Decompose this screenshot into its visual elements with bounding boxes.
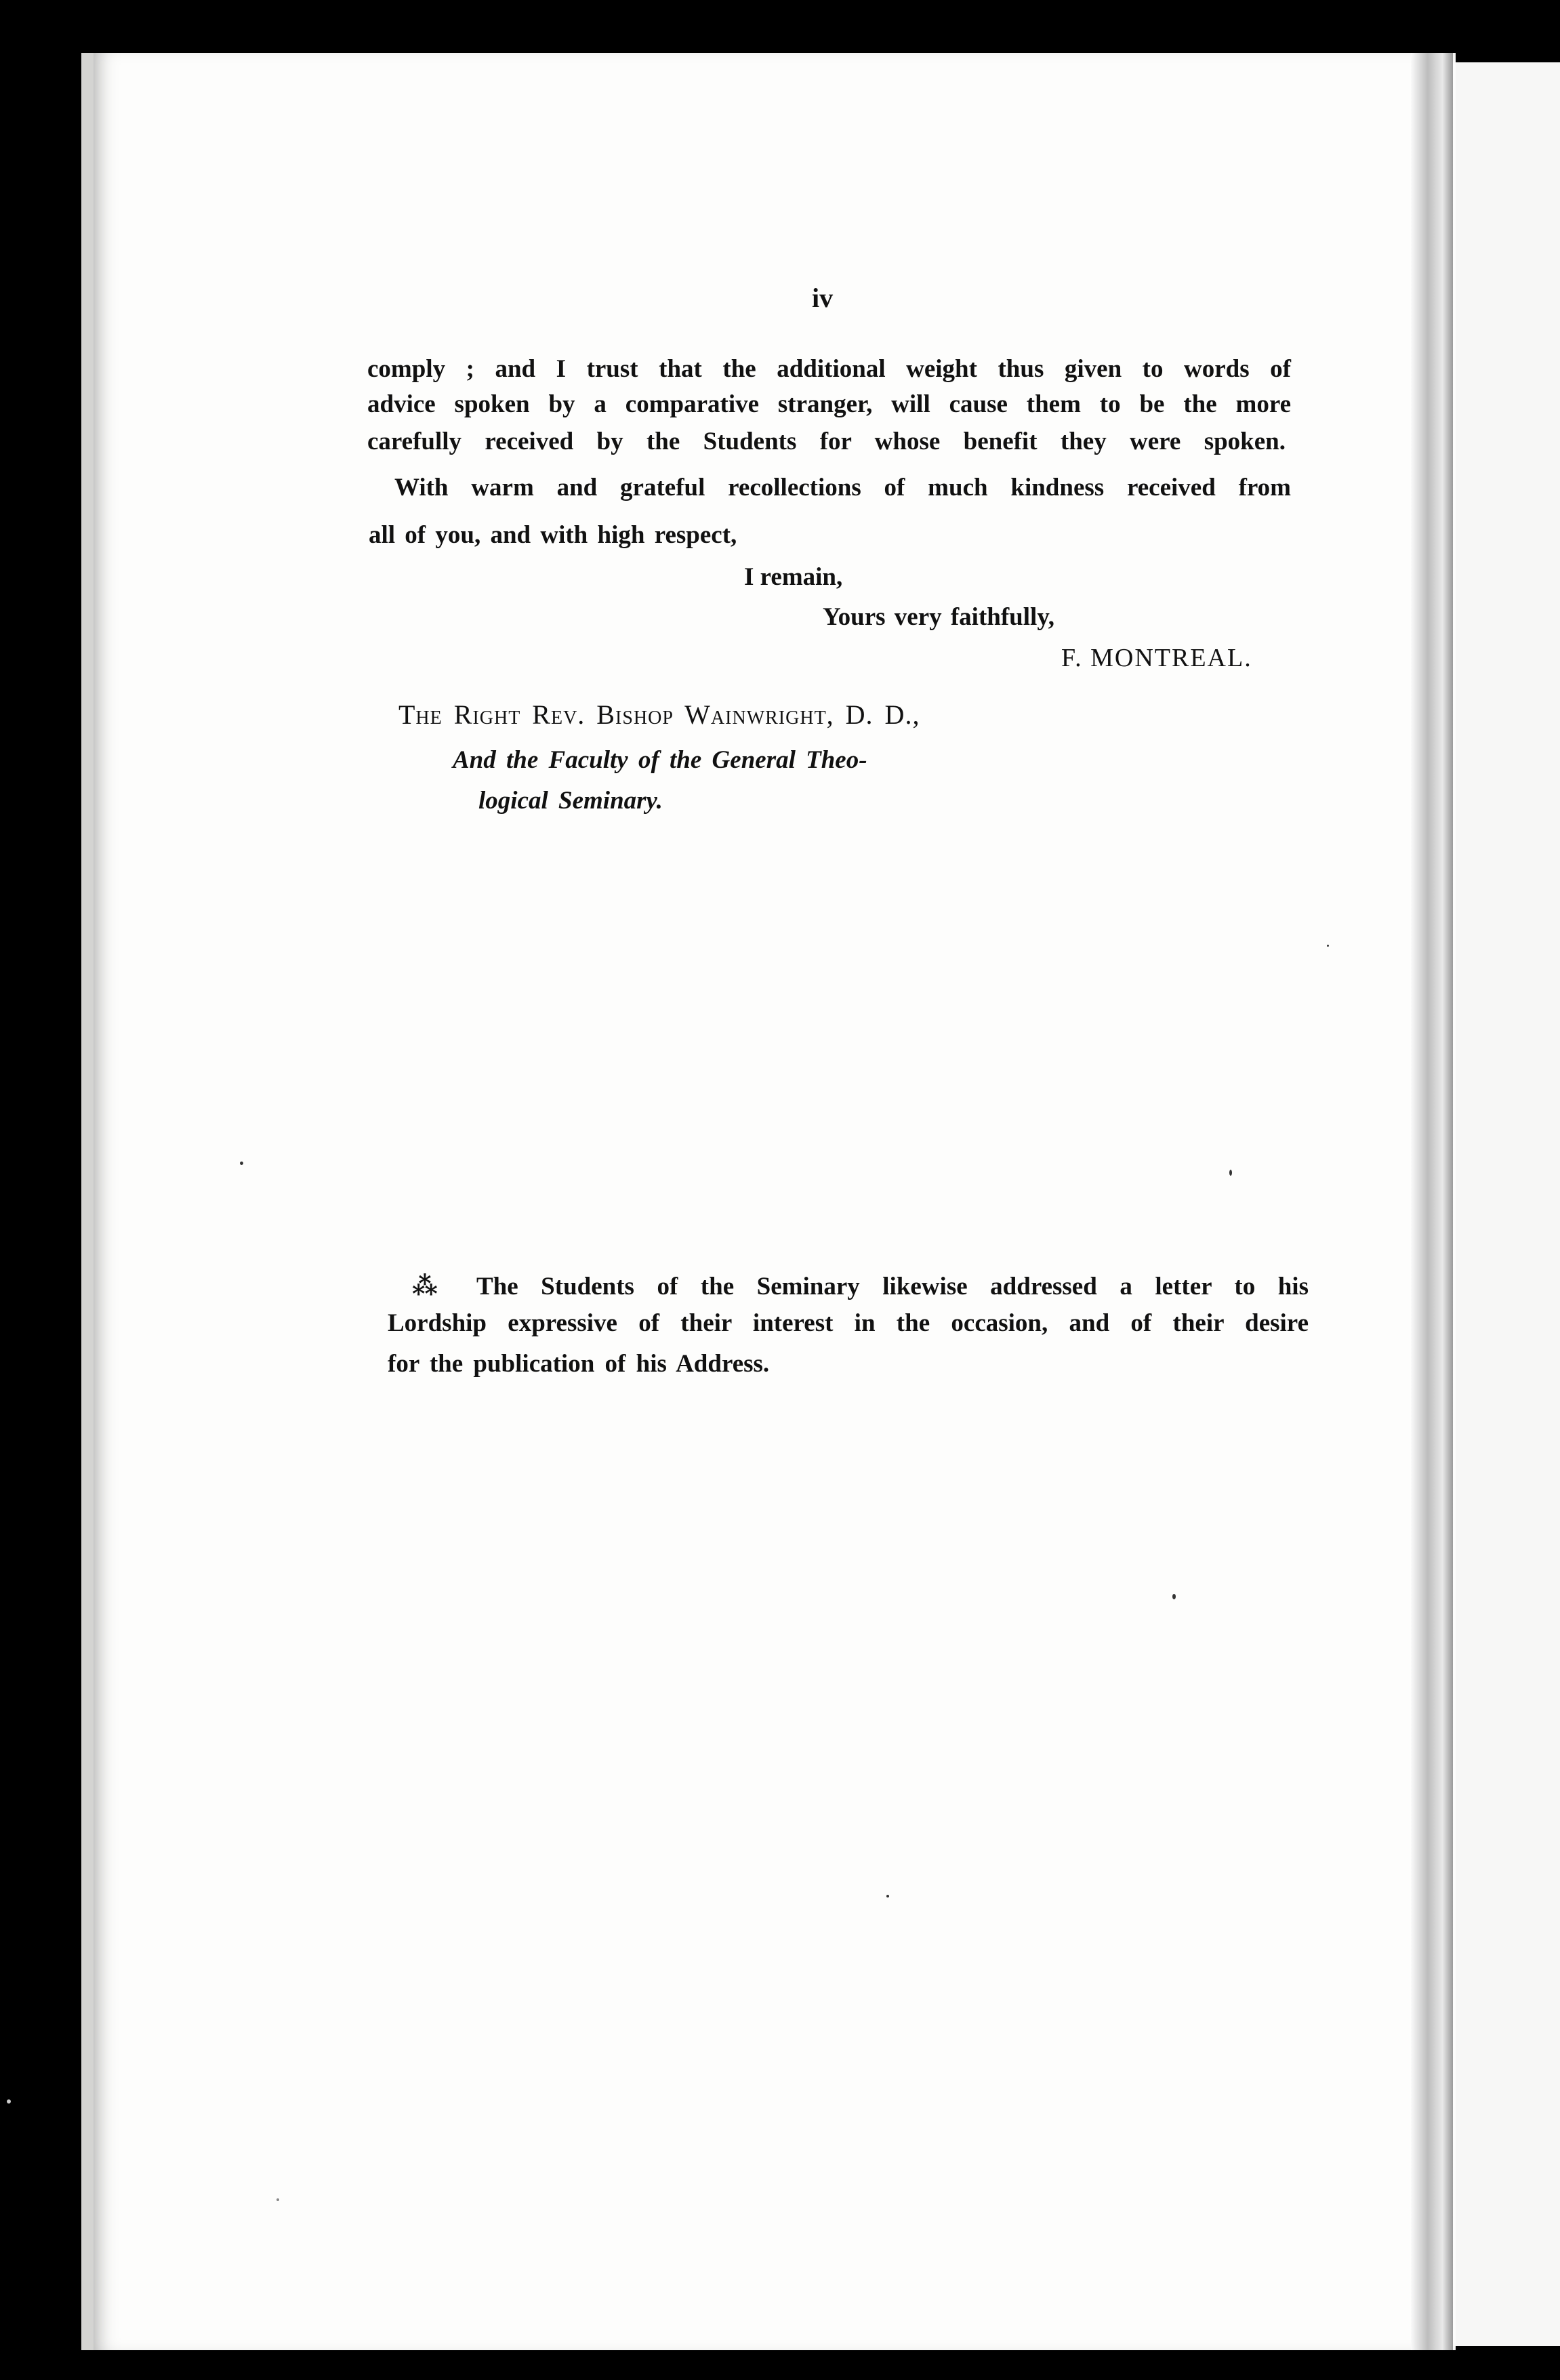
letter-closing: I remain, bbox=[744, 563, 843, 591]
letter-line-5: all of you, and with high respect, bbox=[369, 521, 737, 549]
note-line-2: Lordship expressive of their interest in the occasion, and of their desire bbox=[388, 1309, 1309, 1337]
scan-speck bbox=[1229, 1170, 1232, 1176]
addressee-line-3: logical Seminary. bbox=[478, 787, 663, 815]
page-number: iv bbox=[812, 283, 834, 313]
scan-speck bbox=[1327, 945, 1329, 947]
letter-line-1: comply ; and I trust that the additional weight thus given to words of bbox=[367, 355, 1291, 383]
addressee-line-1: The Right Rev. Bishop Wainwright, D. D., bbox=[398, 699, 920, 730]
letter-valediction: Yours very faithfully, bbox=[823, 603, 1055, 631]
scan-speck bbox=[240, 1162, 243, 1165]
page-gutter-shadow bbox=[1411, 53, 1453, 2350]
scan-speck bbox=[886, 1895, 889, 1897]
scan-speck bbox=[1172, 1594, 1176, 1599]
letter-line-2: advice spoken by a comparative stranger, will cause them to be the more bbox=[367, 390, 1291, 418]
note-line-1: ⁂ The Students of the Seminary likewise addressed a letter to his bbox=[412, 1273, 1309, 1300]
letter-signature: F. MONTREAL. bbox=[1061, 644, 1252, 672]
letter-line-3: carefully received by the Students for whose benefit they were spoken. bbox=[367, 428, 1286, 455]
scan-speck bbox=[276, 2198, 279, 2201]
adjacent-page-edge bbox=[1453, 62, 1560, 2346]
scan-speck bbox=[7, 2099, 11, 2104]
note-line-3: for the publication of his Address. bbox=[388, 1350, 770, 1378]
addressee-line-2: And the Faculty of the General Theo- bbox=[453, 746, 867, 774]
letter-line-4: With warm and grateful recollections of much kindness received from bbox=[394, 474, 1291, 501]
